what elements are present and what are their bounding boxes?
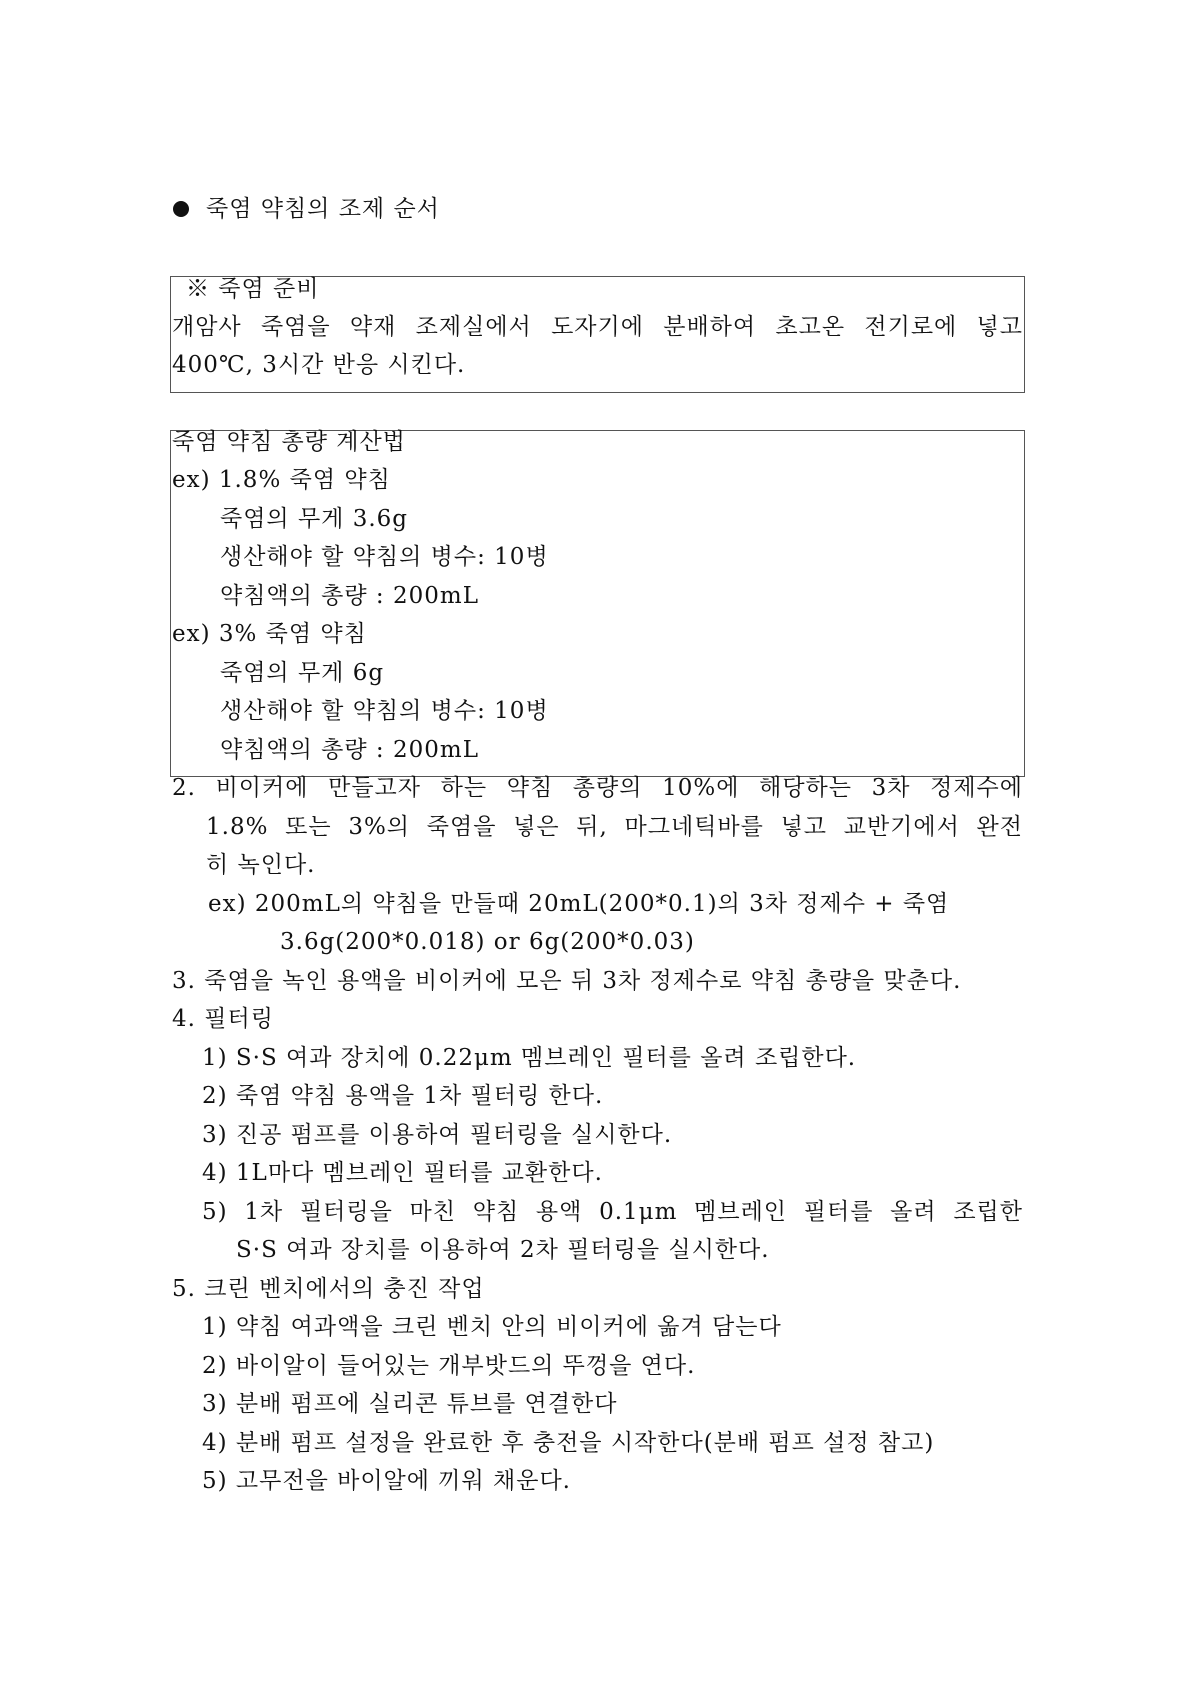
step4-item-5-continued: S·S 여과 장치를 이용하여 2차 필터링을 실시한다. (236, 1237, 770, 1263)
step4-item-1: 1) S·S 여과 장치에 0.22μm 멤브레인 필터를 올려 조립한다. (202, 1045, 857, 1071)
calc-box-title: 죽염 약침 총량 계산법 (172, 429, 406, 455)
calc-ex1-total: 약침액의 총량 : 200mL (220, 583, 479, 609)
step2-line-1: 2. 비이커에 만들고자 하는 약침 총량의 10%에 해당하는 3차 정제수에 (172, 775, 1023, 801)
prep-box-line-1: 개암사 죽염을 약재 조제실에서 도자기에 분배하여 초고온 전기로에 넣고 (172, 314, 1023, 340)
step5-item-5: 5) 고무전을 바이알에 끼워 채운다. (202, 1468, 571, 1494)
prep-box-line-2: 400℃, 3시간 반응 시킨다. (172, 352, 466, 378)
step3-line: 3. 죽염을 녹인 용액을 비이커에 모은 뒤 3차 정제수로 약침 총량을 맞춘다. (172, 968, 962, 994)
step4-item-3: 3) 진공 펌프를 이용하여 필터링을 실시한다. (202, 1122, 673, 1148)
prep-box-title: ※ 죽염 준비 (186, 276, 320, 302)
step4-item-4: 4) 1L마다 멤브레인 필터를 교환한다. (202, 1160, 603, 1186)
step5-item-3: 3) 분배 펌프에 실리콘 튜브를 연결한다 (202, 1391, 618, 1417)
calc-ex2-bottles: 생산해야 할 약침의 병수: 10병 (220, 698, 549, 724)
step2-line-3: 히 녹인다. (206, 852, 316, 878)
step4-item-2: 2) 죽염 약침 용액을 1차 필터링 한다. (202, 1083, 604, 1109)
section-heading: 죽염 약침의 조제 순서 (206, 196, 440, 222)
step2-example-line-2: 3.6g(200*0.018) or 6g(200*0.03) (280, 929, 695, 955)
step5-item-4: 4) 분배 펌프 설정을 완료한 후 충전을 시작한다(분배 펌프 설정 참고) (202, 1430, 935, 1456)
step4-item-5: 5) 1차 필터링을 마친 약침 용액 0.1μm 멤브레인 필터를 올려 조립한 (202, 1199, 1023, 1225)
calc-ex2-total: 약침액의 총량 : 200mL (220, 737, 479, 763)
calc-ex2-weight: 죽염의 무게 6g (220, 660, 385, 686)
calc-ex1-bottles: 생산해야 할 약침의 병수: 10병 (220, 544, 549, 570)
bullet-icon (173, 201, 189, 217)
calc-ex1-weight: 죽염의 무게 3.6g (220, 506, 409, 532)
calc-ex1-label: ex) 1.8% 죽염 약침 (172, 467, 391, 493)
step5-item-1: 1) 약침 여과액을 크린 벤치 안의 비이커에 옮겨 담는다 (202, 1314, 782, 1340)
step2-line-2: 1.8% 또는 3%의 죽염을 넣은 뒤, 마그네틱바를 넣고 교반기에서 완전 (206, 814, 1023, 840)
step2-example-line-1: ex) 200mL의 약침을 만들때 20mL(200*0.1)의 3차 정제수 + 죽염 (208, 891, 950, 917)
step5-title: 5. 크린 벤치에서의 충진 작업 (172, 1276, 485, 1302)
calc-ex2-label: ex) 3% 죽염 약침 (172, 621, 367, 647)
step5-item-2: 2) 바이알이 들어있는 개부밧드의 뚜껑을 연다. (202, 1353, 696, 1379)
step4-title: 4. 필터링 (172, 1006, 274, 1032)
